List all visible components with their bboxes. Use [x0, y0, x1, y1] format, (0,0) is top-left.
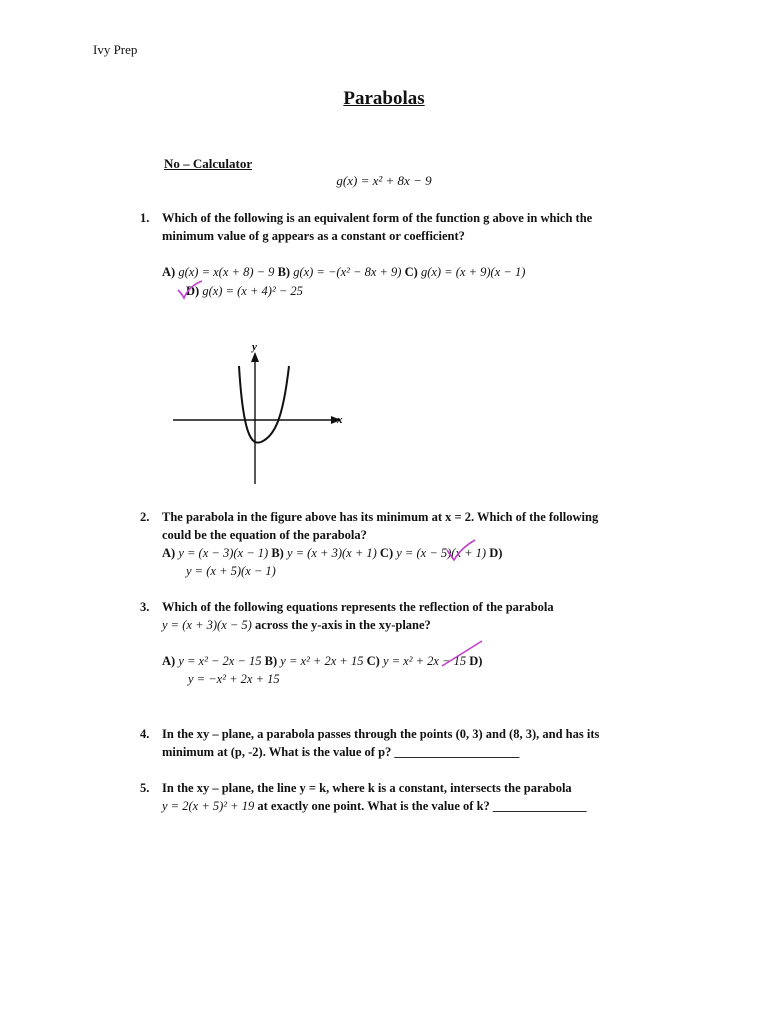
- check-mark-icon: [444, 538, 478, 564]
- choice-b: g(x) = −(x² − 8x + 9): [293, 265, 402, 279]
- choice-a: y = (x − 3)(x − 1): [178, 546, 269, 560]
- question-equation: y = (x + 3)(x − 5): [162, 618, 252, 632]
- choice-d-label: D): [186, 284, 200, 298]
- function-definition: g(x) = x² + 8x − 9: [336, 173, 432, 188]
- choice-d: g(x) = (x + 4)² − 25: [202, 284, 303, 298]
- choice-c-label: C): [366, 654, 380, 668]
- question-text-line: minimum at (p, -2). What is the value of p? ____________________: [162, 745, 520, 759]
- choice-a-label: A): [162, 654, 176, 668]
- choice-d: y = (x + 5)(x − 1): [186, 564, 276, 578]
- y-axis-label: y: [252, 341, 257, 353]
- question-text-line: Which of the following is an equivalent form of the function g above in which the: [162, 211, 593, 225]
- y-axis-arrow-icon: [251, 352, 259, 362]
- question-text-line: minimum value of g appears as a constant or coefficient?: [162, 229, 465, 243]
- choice-c-label: C): [379, 546, 394, 560]
- choice-b-label: B): [277, 265, 291, 279]
- question-equation: y = 2(x + 5)² + 19: [162, 799, 255, 813]
- question-text: at exactly one point. What is the value of k? _______________: [254, 799, 587, 813]
- header-org: Ivy Prep: [93, 42, 138, 57]
- choice-a: y = x² − 2x − 15: [178, 654, 262, 668]
- choice-d: y = −x² + 2x + 15: [188, 672, 280, 686]
- check-mark-icon: [438, 638, 484, 668]
- question-number: 2.: [140, 510, 150, 524]
- choice-a-label: A): [162, 265, 176, 279]
- choice-b: y = x² + 2x + 15: [280, 654, 364, 668]
- choice-d-label: D): [469, 654, 483, 668]
- question-text: across the y-axis in the xy-plane?: [251, 618, 431, 632]
- choice-a-label: A): [162, 546, 176, 560]
- question-text-line: Which of the following equations represents the reflection of the parabola: [162, 600, 554, 614]
- check-mark-icon: [175, 278, 205, 302]
- question-text-line: The parabola in the figure above has its minimum at x = 2. Which of the following: [162, 510, 599, 524]
- choice-c: g(x) = (x + 9)(x − 1): [420, 265, 526, 279]
- choice-c-label: C): [404, 265, 418, 279]
- question-text-line: In the xy – plane, the line y = k, where k is a constant, intersects the parabola: [162, 781, 572, 795]
- parabola-graph: [165, 338, 365, 488]
- x-axis-label: x: [337, 414, 343, 426]
- question-number: 1.: [140, 211, 150, 225]
- question-number: 4.: [140, 727, 150, 741]
- choice-b: y = (x + 3)(x + 1): [286, 546, 377, 560]
- choice-b-label: B): [264, 654, 278, 668]
- choice-c: y = (x − 5)(x + 1): [396, 546, 487, 560]
- question-text-line: could be the equation of the parabola?: [162, 528, 367, 542]
- choice-c: y = x² + 2x − 15: [382, 654, 467, 668]
- question-number: 5.: [140, 781, 150, 795]
- question-number: 3.: [140, 600, 150, 614]
- page-title: Parabolas: [343, 88, 425, 109]
- question-text-line: In the xy – plane, a parabola passes through the points (0, 3) and (8, 3), and has its: [162, 727, 600, 741]
- choice-d-label: D): [489, 546, 503, 560]
- section-heading: No – Calculator: [164, 156, 253, 171]
- choice-a: g(x) = x(x + 8) − 9: [178, 265, 275, 279]
- choice-b-label: B): [271, 546, 284, 560]
- parabola-curve: [239, 366, 289, 443]
